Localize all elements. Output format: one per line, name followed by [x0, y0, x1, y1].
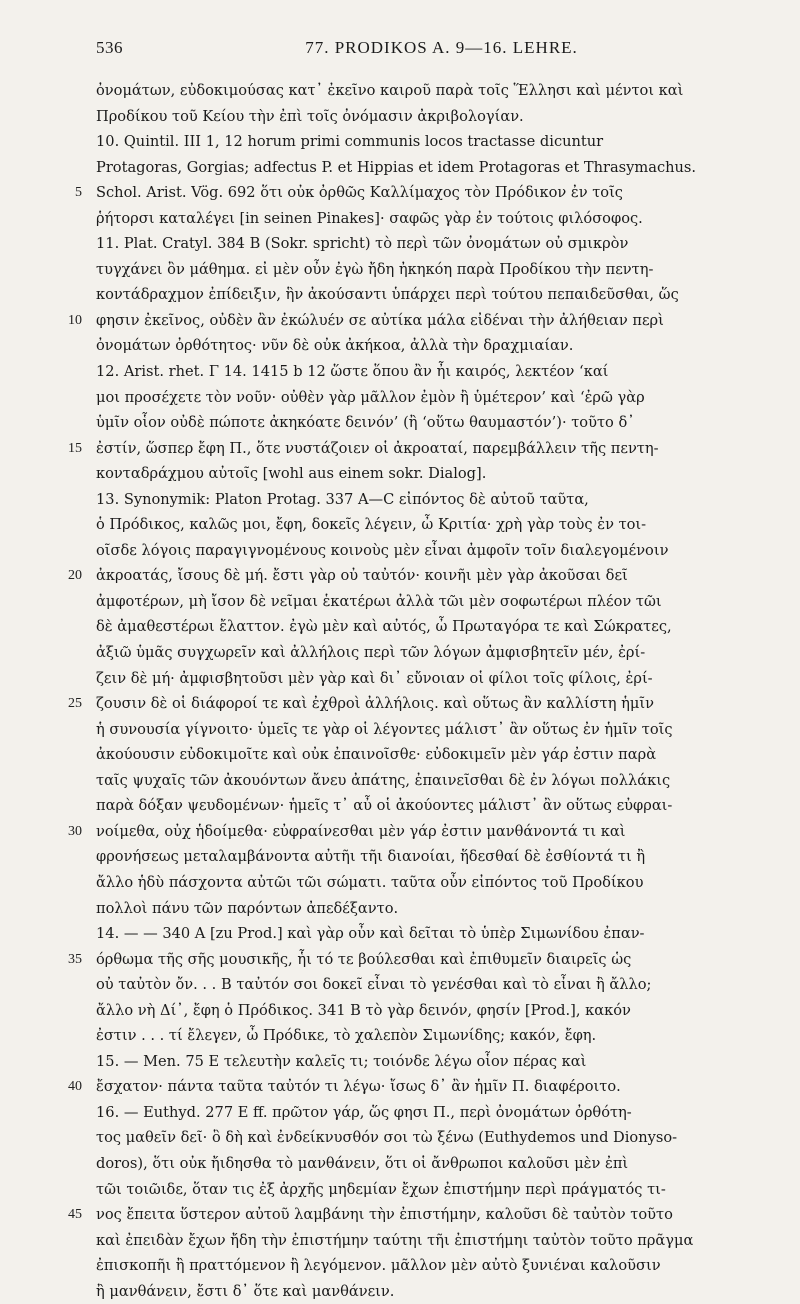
text-line	[96, 896, 760, 922]
text-line	[96, 1023, 760, 1049]
line-number: 40	[68, 1079, 82, 1095]
text-line	[96, 155, 760, 181]
line-text: ὑμῖν οἷον οὐδὲ πώποτε ἀκηκόατε δεινόν’ (ἢ ‘οὕτω θαυμαστόν’)· τοῦτο δ᾽	[96, 414, 635, 432]
text-line	[96, 742, 760, 768]
line-text: 11. Plat. Cratyl. 384 B (Sokr. spricht) τὸ περὶ τῶν ὀνομάτων οὐ σμικρὸν	[96, 235, 629, 253]
text-line	[96, 998, 760, 1024]
line-number: 45	[68, 1207, 82, 1223]
line-text: πολλοὶ πάνυ τῶν παρόντων ἀπεδέξαντο.	[96, 899, 399, 917]
text-line	[96, 385, 760, 411]
text-line	[96, 282, 760, 308]
line-text: όρθωμα τῆς σῆς μουσικῆς, ἧι τό τε βούλεσθαι καὶ ἐπιθυμεῖν διαιρεῖς ὡς	[96, 950, 632, 968]
line-text: τῶι τοιῶιδε, ὅταν τις ἐξ ἀρχῆς μηδεμίαν ἔχων ἐπιστήμην περὶ πράγματός τι-	[96, 1180, 666, 1198]
line-text: ἢ μανθάνειν, ἔστι δ᾽ ὅτε καὶ μανθάνειν.	[96, 1282, 395, 1300]
line-text: 16. — Euthyd. 277 E ff. πρῶτον γάρ, ὥς φησι Π., περὶ ὀνομάτων ὀρθότη-	[96, 1103, 632, 1121]
line-text: οῖσδε λόγοις παραγιγνομένους κοινοὺς μὲν εἶναι ἀμφοῖν τοῖν διαλεγομένοιν	[96, 541, 669, 559]
text-line	[96, 257, 760, 283]
line-number: 20	[68, 568, 82, 584]
text-line	[96, 410, 760, 436]
line-number: 30	[68, 823, 82, 839]
text-line	[96, 589, 760, 615]
line-number: 5	[75, 185, 82, 201]
line-text: Προδίκου τοῦ Κείου τὴν ἐπὶ τοῖς ὀνόμασιν ἀκριβολογίαν.	[96, 107, 524, 125]
text-line	[68, 308, 760, 334]
page-header	[96, 38, 760, 58]
text-line	[68, 691, 760, 717]
line-text: Schol. Arist. Vög. 692 ὅτι οὐκ ὀρθῶς Καλλίμαχος τὸν Πρόδικον ἐν τοῖς	[96, 184, 623, 202]
text-line	[96, 333, 760, 359]
line-text: 15. — Men. 75 E τελευτὴν καλεῖς τι; τοιόνδε λέγω οἷον πέρας καὶ	[96, 1052, 587, 1070]
text-line	[68, 563, 760, 589]
text-line	[96, 359, 760, 385]
line-text: ἀκούουσιν εὐδοκιμοῖτε καὶ οὐκ ἐπαινοῖσθε· εὐδοκιμεῖν μὲν γάρ ἐστιν παρὰ	[96, 746, 657, 764]
text-line	[96, 487, 760, 513]
line-text: κονταδράχμου αὐτοῖς [wohl aus einem sokr. Dialog].	[96, 465, 487, 483]
line-number: 15	[68, 440, 82, 456]
line-text: ἐπισκοπῆι ἢ πραττόμενον ἢ λεγόμενον. μᾶλλον μὲν αὐτὸ ξυνιέναι καλοῦσιν	[96, 1257, 661, 1275]
line-text: ὀνομάτων ὀρθότητος· νῦν δὲ οὐκ ἀκήκοα, ἀλλὰ τὴν δραχμιαίαν.	[96, 337, 574, 355]
text-line	[68, 1074, 760, 1100]
line-text: οὐ ταὐτὸν ὄν. . . B ταὐτόν σοι δοκεῖ εἶναι τὸ γενέσθαι καὶ τὸ εἶναι ἢ ἄλλο;	[96, 976, 652, 994]
text-line	[96, 1177, 760, 1203]
text-line	[96, 640, 760, 666]
text-line	[68, 436, 760, 462]
text-line	[96, 1228, 760, 1254]
line-text: ἔσχατον· πάντα ταῦτα ταὐτόν τι λέγω· ἴσως δ᾽ ἂν ἡμῖν Π. διαφέροιτο.	[96, 1078, 621, 1096]
line-text: φησιν ἐκεῖνος, οὐδὲν ἂν ἐκώλυέν σε αὐτίκα μάλα εἰδέναι τὴν ἀλήθειαν περὶ	[96, 311, 664, 329]
text-line	[75, 180, 760, 206]
text-line	[68, 947, 760, 973]
text-line	[96, 870, 760, 896]
text-line	[96, 1253, 760, 1279]
line-text: νος ἔπειτα ὕστερον αὐτοῦ λαμβάνηι τὴν ἐπιστήμην, καλοῦσι δὲ ταὐτὸν τοῦτο	[96, 1206, 673, 1224]
line-text: ὀνομάτων, εὐδοκιμούσας κατ᾽ ἐκεῖνο καιροῦ παρὰ τοῖς Ἕλλησι καὶ μέντοι καὶ	[96, 82, 684, 99]
running-title: 77. PRODIKOS A. 9—16. LEHRE.	[305, 38, 578, 57]
text-line	[96, 206, 760, 232]
text-line	[96, 104, 760, 130]
text-line	[96, 666, 760, 692]
line-text: δὲ ἀμαθεστέρωι ἔλαττον. ἐγὼ μὲν καὶ αὐτός, ὦ Πρωταγόρα τε καὶ Σώκρατες,	[96, 618, 672, 636]
line-text: κοντάδραχμον ἐπίδειξιν, ἣν ἀκούσαντι ὑπάρχει περὶ τούτου πεπαιδεῦσθαι, ὥς	[96, 286, 679, 304]
text-line	[96, 1151, 760, 1177]
text-line	[96, 78, 760, 104]
line-text: ἄλλο νὴ Δί᾽, ἔφη ὁ Πρόδικος. 341 B τὸ γὰρ δεινόν, φησίν [Prod.], κακόν	[96, 1001, 631, 1019]
line-text: παρὰ δόξαν ψευδομένων· ἡμεῖς τ᾽ αὖ οἱ ἀκούοντες μάλιστ᾽ ἂν οὕτως εὐφραι-	[96, 797, 673, 815]
line-text: Protagoras, Gorgias; adfectus P. et Hippias et idem Protagoras et Thrasymachus.	[96, 158, 697, 176]
line-text: ζειν δὲ μή· ἀμφισβητοῦσι μὲν γὰρ καὶ δι᾽ εὔνοιαν οἱ φίλοι τοῖς φίλοις, ἐρί-	[96, 669, 653, 687]
line-text: ἄλλο ἡδὺ πάσχοντα αὐτῶι τῶι σώματι. ταῦτα οὖν εἰπόντος τοῦ Προδίκου	[96, 873, 644, 891]
line-text: 12. Arist. rhet. Γ 14. 1415 b 12 ὥστε ὅπου ἂν ἦι καιρός, λεκτέον ‘καί	[96, 363, 609, 381]
text-line	[96, 614, 760, 640]
text-line	[96, 1100, 760, 1126]
line-text: ἀξιῶ ὑμᾶς συγχωρεῖν καὶ ἀλλήλοις περὶ τῶν λόγων ἀμφισβητεῖν μέν, ἐρί-	[96, 644, 646, 662]
line-text: ὁ Πρόδικος, καλῶς μοι, ἔφη, δοκεῖς λέγειν, ὦ Κριτία· χρὴ γὰρ τοὺς ἐν τοι-	[96, 516, 647, 534]
text-line	[96, 972, 760, 998]
text-line	[96, 461, 760, 487]
line-text: νοίμεθα, οὐχ ἡδοίμεθα· εὐφραίνεσθαι μὲν γάρ ἐστιν μανθάνοντά τι καὶ	[96, 822, 626, 840]
line-text: τος μαθεῖν δεῖ· ὃ δὴ καὶ ἐνδείκνυσθόν σοι τὼ ξένω (Euthydemos und Dionyso-	[96, 1129, 678, 1147]
line-text: τυγχάνει ὂν μάθημα. εἰ μὲν οὖν ἐγὼ ἤδη ἠκηκόη παρὰ Προδίκου τὴν πεντη-	[96, 260, 654, 278]
text-line	[96, 921, 760, 947]
line-text: ἀκροατάς, ἴσους δὲ μή. ἔστι γὰρ οὐ ταὐτόν· κοινῆι μὲν γὰρ ἀκοῦσαι δεῖ	[96, 567, 628, 585]
text-line	[96, 129, 760, 155]
line-text: καὶ ἐπειδὰν ἔχων ἤδη τὴν ἐπιστήμην ταύτηι τῆι ἐπιστήμηι ταὐτὸν τοῦτο πρᾶγμα	[96, 1231, 694, 1249]
page-number: 536	[96, 38, 123, 57]
line-text: μοι προσέχετε τὸν νοῦν· οὐθὲν γὰρ μᾶλλον ἐμὸν ἢ ὑμέτερον’ καὶ ‘ἐρῶ γὰρ	[96, 388, 645, 406]
text-line	[96, 231, 760, 257]
text-line	[96, 512, 760, 538]
line-number: 25	[68, 696, 82, 712]
text-line	[96, 793, 760, 819]
text-line	[96, 844, 760, 870]
text-line	[96, 717, 760, 743]
line-text: ταῖς ψυχαῖς τῶν ἀκουόντων ἄνευ ἀπάτης, ἐπαινεῖσθαι δὲ ἐν λόγωι πολλάκις	[96, 771, 671, 789]
line-number: 10	[68, 312, 82, 328]
text-line	[96, 1049, 760, 1075]
line-text: ζουσιν δὲ οἱ διάφοροί τε καὶ ἐχθροὶ ἀλλήλοις. καὶ οὕτως ἂν καλλίστη ἡμῖν	[96, 695, 654, 713]
line-number: 35	[68, 951, 82, 967]
line-text: ἐστίν, ὥσπερ ἔφη Π., ὅτε νυστάζοιεν οἱ ἀκροαταί, παρεμβάλλειν τῆς πεντη-	[96, 439, 659, 457]
line-text: 14. — — 340 A [zu Prod.] καὶ γὰρ οὖν καὶ δεῖται τὸ ὑπὲρ Σιμωνίδου ἐπαν-	[96, 925, 645, 943]
line-text: ἀμφοτέρων, μὴ ἴσον δὲ νεῖμαι ἑκατέρωι ἀλλὰ τῶι μὲν σοφωτέρωι πλέον τῶι	[96, 592, 662, 610]
line-text: 10. Quintil. III 1, 12 horum primi communis locos tractasse dicuntur	[96, 133, 604, 151]
text-body	[68, 78, 760, 1304]
text-line	[96, 768, 760, 794]
text-line	[96, 1125, 760, 1151]
text-line	[96, 1279, 760, 1304]
line-text: ἐστιν . . . τί ἔλεγεν, ὦ Πρόδικε, τὸ χαλεπὸν Σιμωνίδης; κακόν, ἔφη.	[96, 1027, 597, 1045]
line-text: ἡ συνουσία γίγνοιτο· ὑμεῖς τε γὰρ οἱ λέγοντες μάλιστ᾽ ἂν οὕτως ἐν ἡμῖν τοῖς	[96, 720, 673, 738]
line-text: doros), ὅτι οὐκ ἤιδησθα τὸ μανθάνειν, ὅτι οἱ ἄνθρωποι καλοῦσι μὲν ἐπὶ	[96, 1154, 629, 1172]
line-text: ῥήτορσι καταλέγει [in seinen Pinakes]· σαφῶς γὰρ ἐν τούτοις φιλόσοφος.	[96, 209, 643, 227]
text-line	[68, 1202, 760, 1228]
line-text: 13. Synonymik: Platon Protag. 337 A—C εἰπόντος δὲ αὐτοῦ ταῦτα,	[96, 490, 589, 508]
line-text: φρονήσεως μεταλαμβάνοντα αὐτῆι τῆι διανοίαι, ἥδεσθαί δὲ ἐσθίοντά τι ἢ	[96, 848, 646, 866]
text-line	[68, 819, 760, 845]
text-line	[96, 538, 760, 564]
